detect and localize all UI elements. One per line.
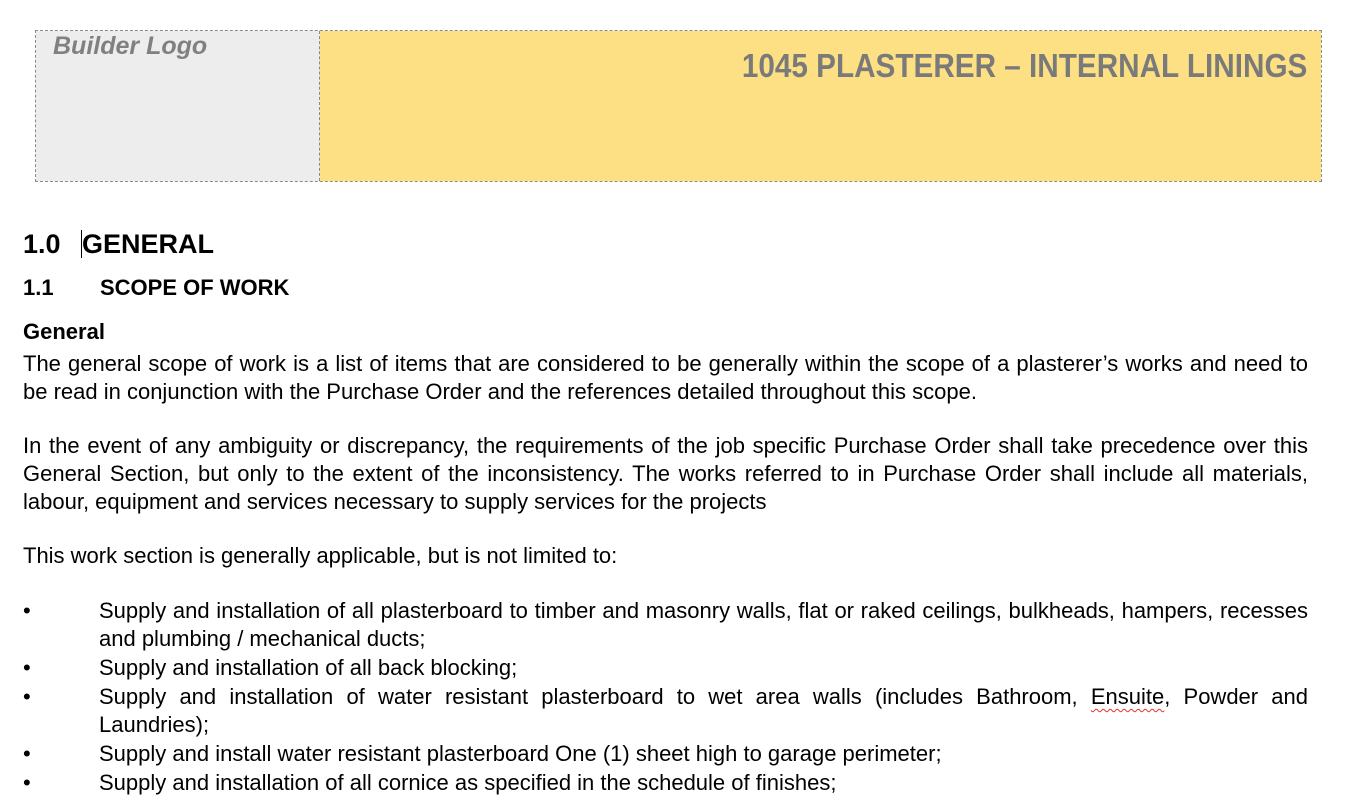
list-item-text: Supply and installation of all cornice as specified in the schedule of finishes; <box>99 770 837 795</box>
list-item <box>23 740 1308 768</box>
bullet-icon: • <box>23 598 31 623</box>
bullet-icon: • <box>23 741 31 766</box>
scope-bullet-list <box>23 597 1308 797</box>
spellcheck-flagged-word[interactable]: Ensuite <box>1090 684 1165 709</box>
builder-logo-placeholder: Builder Logo <box>53 32 208 60</box>
subsection-heading <box>23 273 1308 303</box>
bullet-icon: • <box>23 655 31 680</box>
list-item-text: Supply and installation of all plasterboard to timber and masonry walls, flat or raked ceilings, bulkheads, hampers, recesses and plumbing / mechanical ducts; <box>99 598 1308 651</box>
list-item <box>23 654 1308 682</box>
title-cell <box>320 31 1321 181</box>
document-title: 1045 PLASTERER – INTERNAL LININGS <box>741 47 1307 84</box>
section-heading <box>23 226 1308 262</box>
bullet-icon: • <box>23 770 31 795</box>
list-item <box>23 683 1308 739</box>
list-item-text: Supply and installation of all back blocking; <box>99 655 518 680</box>
list-item-text: Supply and installation of water resistant plasterboard to wet area walls (includes Bathroom, <box>99 684 1091 709</box>
paragraph-ambiguity: In the event of any ambiguity or discrepancy, the requirements of the job specific Purchase Order shall take precedence over this General Section, but only to the extent of the inconsistency. The works referred to in Purchase Order shall include all materials, labour, equipment and services necessary to supply services for the projects <box>23 433 1308 514</box>
list-item <box>23 769 1308 797</box>
paragraph-scope: The general scope of work is a list of items that are considered to be generally within the scope of a plasterer’s works and need to be read in conjunction with the Purchase Order and the references detailed throughout this scope. <box>23 351 1308 404</box>
list-item-text-tail: , Powder and Laundries); <box>99 684 1308 737</box>
list-item-text: Supply and install water resistant plasterboard One (1) sheet high to garage perimeter; <box>99 741 942 766</box>
section-number: 1.0 <box>23 229 61 259</box>
document-body[interactable] <box>23 226 1308 798</box>
bullet-icon: • <box>23 684 31 709</box>
subsection-number: 1.1 <box>23 275 54 300</box>
list-item <box>23 597 1308 653</box>
logo-cell <box>36 31 320 181</box>
subsection-title: SCOPE OF WORK <box>100 275 290 300</box>
document-header-table <box>35 30 1322 182</box>
paragraph-applicability: This work section is generally applicable, but is not limited to: <box>23 543 618 568</box>
sub-heading: General <box>23 319 105 344</box>
section-title: GENERAL <box>82 229 215 259</box>
